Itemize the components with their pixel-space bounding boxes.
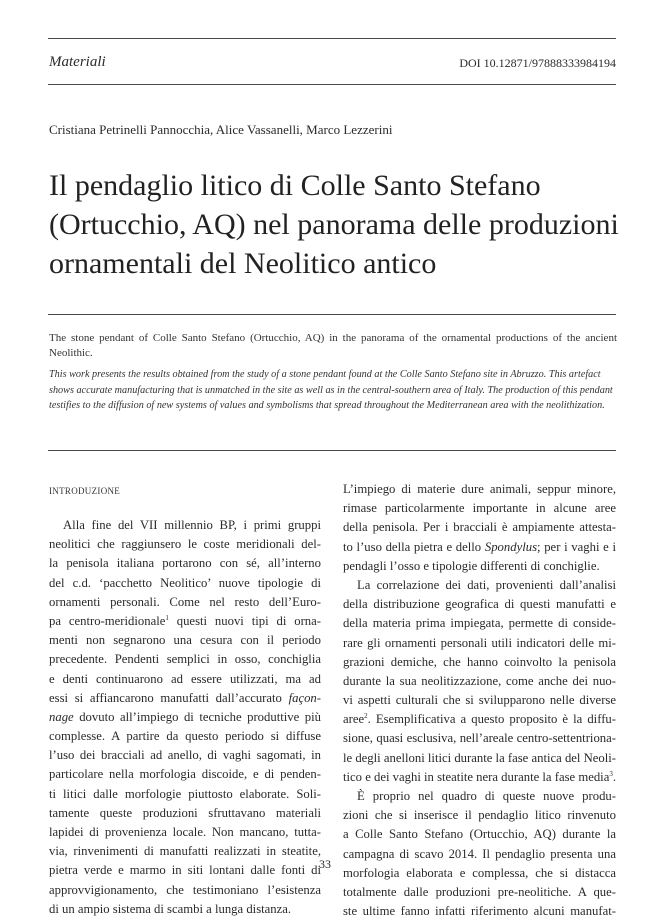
text-line: lapidei di provenienza locale. Non mancano, tutta- [49, 825, 321, 839]
text-line: precedente. Pendenti semplici in osso, conchiglia [49, 652, 321, 667]
text-line: l’uso dei bracciali ad anello, di vaghi sagomati, in [49, 748, 321, 763]
text-line: morfologia elaborata e complessa, che si distacca [343, 865, 616, 880]
text-line: del c.d. ‘pacchetto Neolitico’ nuove tipologie di [49, 575, 321, 590]
text-line: totalmente dalle produzioni pre-neolitiche. A que- [343, 884, 616, 899]
section-label: Materiali [49, 54, 106, 70]
text-line: della distribuzione geografica di questi manufatti e [343, 597, 616, 612]
text-line: aree$^2$. Esemplificativa a questo proposito è la diffu- [343, 712, 616, 727]
text-line: particolare nella morfologia discoide, e di penden- [49, 767, 321, 782]
page-number: 33 [319, 857, 331, 871]
abstract-english-title: The stone pendant of Colle Santo Stefano (Ortucchio, AQ) in the panorama of the ornamental productions of the ancient Neolithic. [49, 332, 617, 359]
text-line: ornamenti personali. Come nel resto dell’Euro- [49, 594, 321, 609]
text-line: nage dovuto all’impiego di tecniche produttive più [49, 709, 321, 724]
article-title: Il pendaglio litico di Colle Santo Stefano (Ortucchio, AQ) nel panorama delle produzioni ornamentali del Neolitico antico [49, 169, 619, 280]
text-line: Alla fine del VII millennio BP, i primi gruppi [63, 518, 321, 532]
text-line: e denti continuarono ad essere utilizzati, ma ad [49, 671, 321, 686]
header-rule [48, 84, 616, 85]
right-column [343, 480, 616, 921]
text-line: essi si affiancarono manufatti dall’accurato façon- [49, 690, 321, 705]
text-line: pa centro-meridionale$^1$ questi nuovi tipi di orna- [49, 613, 321, 628]
text-line: rare gli ornamenti personali utili indicatori delle mi- [343, 635, 616, 650]
text-line: È proprio nel quadro di queste nuove produ- [357, 789, 616, 803]
footnote-mark: 1 [165, 613, 169, 622]
text-line: a Colle Santo Stefano (Ortucchio, AQ) durante la [343, 827, 616, 842]
text-line: tamente queste produzioni sfruttavano materiali [49, 805, 321, 820]
text-line: la penisola italiana portarono con sé, all’interno [49, 556, 321, 571]
text-line: via, rinvenimenti di manufatti realizzati in steatite, [49, 844, 321, 859]
authors: Cristiana Petrinelli Pannocchia, Alice Vassanelli, Marco Lezzerini [49, 122, 393, 137]
text-line: zioni che si inserisce il pendaglio litico rinvenuto [343, 808, 616, 823]
text-line: to l’uso della pietra e dello Spondylus; per i vaghi e i [343, 539, 616, 554]
text-line: L’impiego di materie dure animali, seppur minore, [343, 482, 616, 496]
text-line: pendagli l’osso e tipologie differenti di conchiglie. [343, 558, 600, 573]
text-line: ste ultime fanno infatti riferimento alcuni manufat- [343, 904, 616, 919]
text-line: tico e dei vaghi in steatite nera durante la fase media$^3$. [343, 769, 616, 784]
section-heading: INTRODUZIONE [49, 486, 121, 496]
text-line: grazioni demiche, che hanno coinvolto la penisola [343, 654, 616, 669]
abstract-top-rule [48, 314, 616, 315]
text-line: approvvigionamento, che testimoniano l’esistenza [49, 882, 321, 897]
text-line: menti non segnarono una cesura con il periodo [49, 633, 321, 648]
text-line: campagna di scavo 2014. Il pendaglio presenta una [343, 846, 616, 861]
text-line: della materia prima impiegata, permette di conside- [343, 616, 616, 631]
text-line: rimase particolarmente importante in alcune aree [343, 501, 616, 516]
text-line: le degli anelloni litici durante la fase antica del Neoli- [343, 750, 617, 765]
text-line: La correlazione dei dati, provenienti dall’analisi [357, 577, 616, 592]
text-line: ti litici dalle morfologie piuttosto elaborate. Soli- [49, 786, 321, 801]
abstract-bottom-rule [48, 450, 616, 451]
footnote-mark: 2 [364, 712, 368, 721]
text-line: durante la sua neolitizzazione, come anche dei nuo- [343, 673, 616, 688]
text-line: sione, quasi esclusiva, nell’areale centro-settentriona- [343, 731, 616, 746]
left-column [49, 480, 321, 919]
footnote-mark: 3 [609, 769, 613, 778]
text-line: vi aspetti culturali che si svilupparono nelle diverse [343, 693, 616, 708]
text-line: di un ampio sistema di scambi a lunga distanza. [49, 901, 292, 916]
text-line: pietra verde e marmo in siti lontani dalle fonti di [49, 863, 321, 878]
doi-label: DOI 10.12871/97888333984194 [459, 56, 616, 70]
top-rule [48, 38, 616, 39]
text-line: neolitici che raggiunsero le coste meridionali del- [49, 537, 321, 552]
text-line: complesse. A partire da questo periodo si diffuse [49, 729, 321, 744]
abstract-english-body: This work presents the results obtained from the study of a stone pendant found at the Colle Santo Stefano site in Abruzzo. This artefact shows accurate manufacturing that is unmatched in the site as well as in the central-southern area of Italy. The production of this pendant testifies to the diffusion of new systems of values and symbolisms that spread throughout the Mediterranean area with the neolithization. [49, 369, 613, 412]
text-line: della penisola. Per i bracciali è ampiamente attesta- [343, 520, 616, 535]
